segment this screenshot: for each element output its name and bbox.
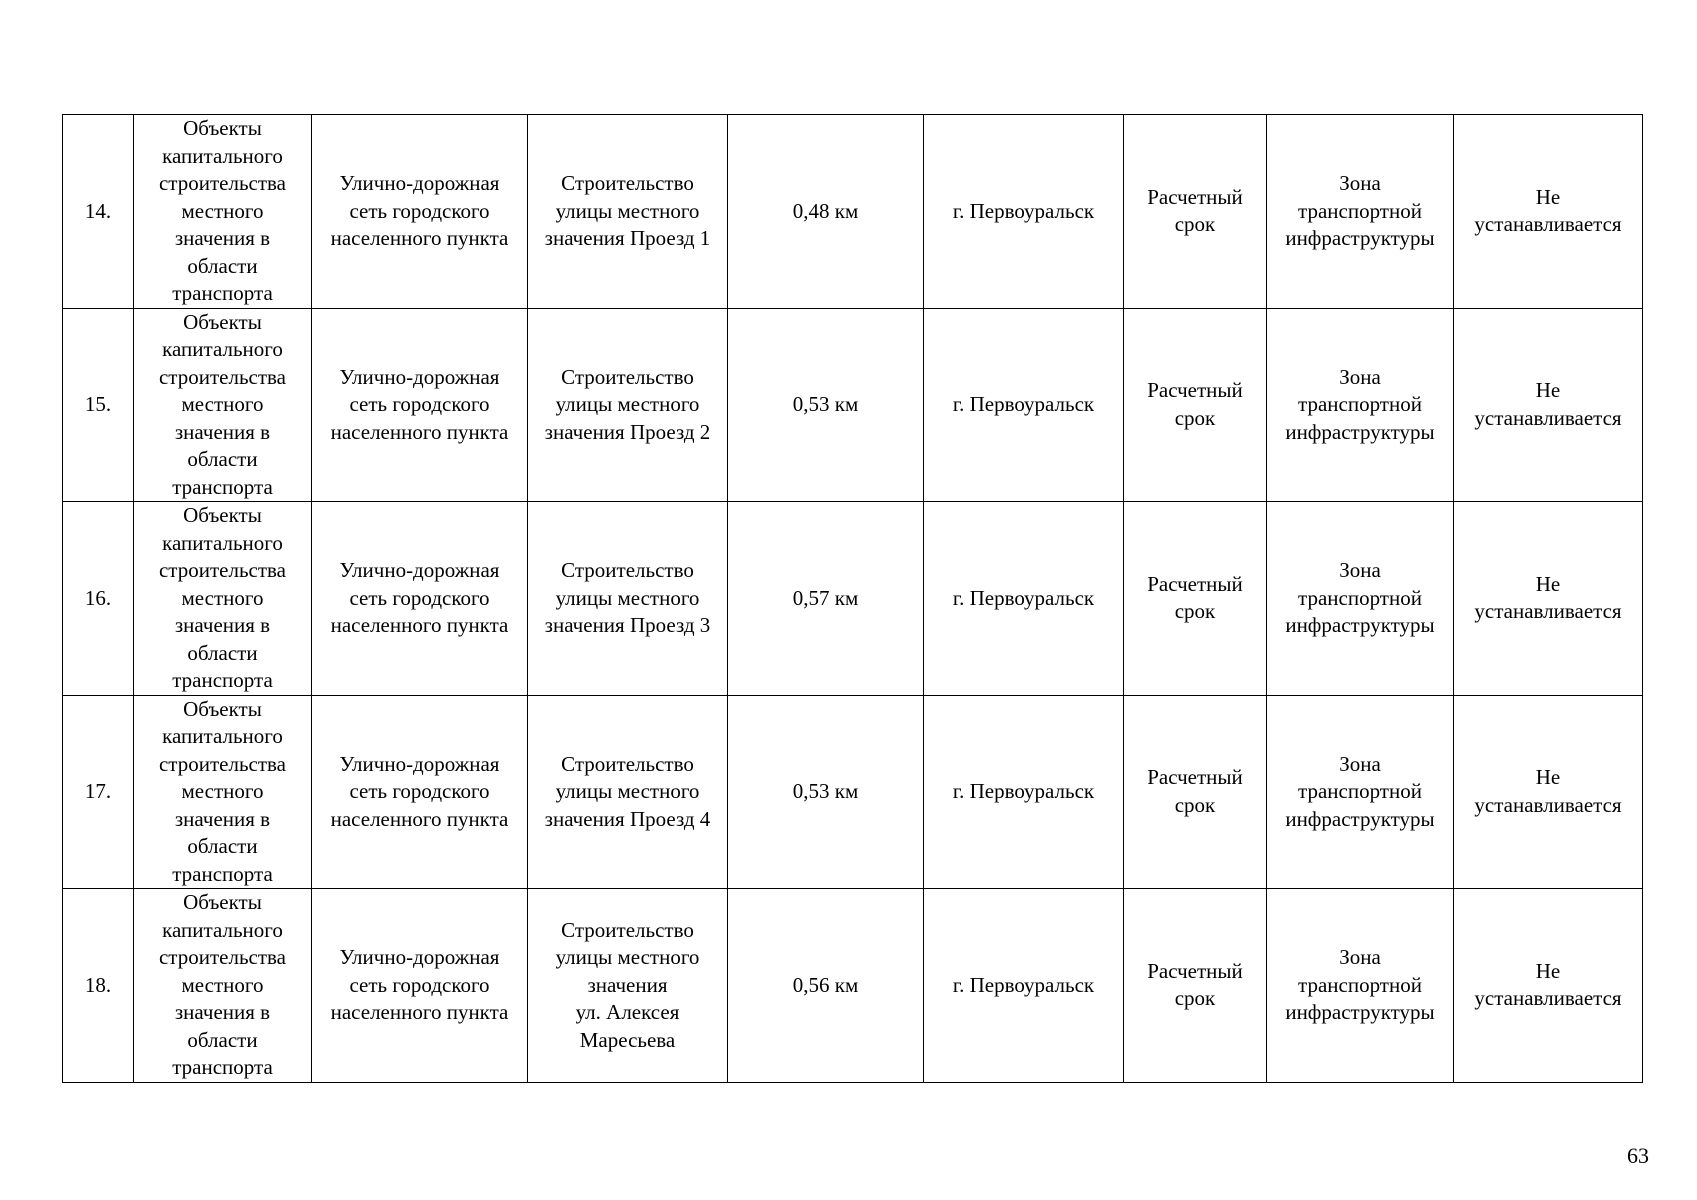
term-cell (1124, 889, 1267, 1083)
network-cell-text: Улично-дорожная сеть городского населенного пункта (330, 751, 509, 831)
network-cell-text: Улично-дорожная сеть городского населенного пункта (330, 558, 509, 637)
term-cell (1124, 502, 1267, 696)
object-name-cell (528, 695, 728, 889)
table-row (63, 115, 1643, 309)
object-name-cell (528, 502, 728, 696)
zone-cell (1267, 115, 1454, 309)
object-type-cell-text: Объекты капитального строительства местного значения в области транспорта (158, 696, 286, 886)
location-cell-text: г. Первоуральск (952, 779, 1095, 803)
zone-cell-text: Зона транспортной инфраструктуры (1285, 945, 1435, 1024)
object-type-cell (134, 115, 312, 309)
object-name-cell-text: Строительство улицы местного значения Проезд 4 (544, 751, 711, 831)
object-name-cell-text: Строительство улицы местного значения Проезд 2 (544, 364, 711, 444)
row-number-cell (63, 695, 134, 889)
term-cell (1124, 695, 1267, 889)
page-number: 63 (1627, 1143, 1649, 1168)
term-cell-text: Расчетный срок (1147, 184, 1243, 237)
location-cell-text: г. Первоуральск (952, 198, 1095, 223)
object-name-cell (528, 889, 728, 1083)
length-cell-text: 0,57 км (792, 585, 859, 610)
network-cell-text: Улично-дорожная сеть городского населенного пункта (330, 945, 509, 1024)
location-cell (924, 502, 1124, 696)
protection-zone-cell-text: Не устанавливается (1474, 184, 1622, 237)
location-cell-text: г. Первоуральск (952, 972, 1095, 997)
term-cell-text: Расчетный срок (1147, 958, 1243, 1011)
location-cell-text: г. Первоуральск (952, 585, 1095, 610)
length-cell-text: 0,48 км (792, 198, 859, 223)
location-cell (924, 889, 1124, 1083)
term-cell (1124, 308, 1267, 502)
network-cell (312, 695, 528, 889)
object-type-cell-text: Объекты капитального строительства местного значения в области транспорта (158, 309, 286, 499)
object-type-cell-text: Объекты капитального строительства местного значения в области транспорта (158, 890, 286, 1079)
row-number-cell (63, 115, 134, 309)
protection-zone-cell-text: Не устанавливается (1474, 958, 1622, 1011)
length-cell-text: 0,56 км (792, 972, 859, 997)
length-cell (728, 695, 924, 889)
location-cell (924, 695, 1124, 889)
object-name-cell-text: Строительство улицы местного значения Проезд 3 (544, 558, 711, 637)
length-cell-text: 0,53 км (792, 779, 859, 803)
zone-cell (1267, 695, 1454, 889)
protection-zone-cell (1454, 115, 1643, 309)
zone-cell (1267, 889, 1454, 1083)
object-type-cell (134, 502, 312, 696)
network-cell (312, 115, 528, 309)
network-cell (312, 889, 528, 1083)
protection-zone-cell (1454, 502, 1643, 696)
zone-cell (1267, 308, 1454, 502)
protection-zone-cell (1454, 308, 1643, 502)
length-cell (728, 308, 924, 502)
row-number-cell (63, 308, 134, 502)
protection-zone-cell-text: Не устанавливается (1474, 378, 1622, 430)
length-cell (728, 115, 924, 309)
location-cell (924, 115, 1124, 309)
protection-zone-cell-text: Не устанавливается (1474, 571, 1622, 624)
row-number-cell-text: 14. (84, 198, 112, 223)
table-row (63, 308, 1643, 502)
network-cell (312, 502, 528, 696)
table-row (63, 889, 1643, 1083)
zone-cell-text: Зона транспортной инфраструктуры (1285, 558, 1435, 637)
object-name-cell (528, 115, 728, 309)
term-cell (1124, 115, 1267, 309)
row-number-cell (63, 889, 134, 1083)
row-number-cell-text: 18. (84, 972, 112, 997)
network-cell (312, 308, 528, 502)
location-cell-text: г. Первоуральск (952, 392, 1095, 416)
table-body (63, 115, 1643, 1083)
protection-zone-cell (1454, 889, 1643, 1083)
object-name-cell-text: Строительство улицы местного значения Проезд 1 (544, 171, 711, 250)
object-name-cell (528, 308, 728, 502)
protection-zone-cell-text: Не устанавливается (1474, 765, 1622, 817)
term-cell-text: Расчетный срок (1147, 571, 1243, 624)
row-number-cell-text: 15. (84, 392, 112, 416)
location-cell (924, 308, 1124, 502)
zone-cell-text: Зона транспортной инфраструктуры (1285, 171, 1435, 250)
term-cell-text: Расчетный срок (1147, 378, 1243, 430)
object-type-cell (134, 308, 312, 502)
row-number-cell (63, 502, 134, 696)
table-row (63, 502, 1643, 696)
length-cell (728, 889, 924, 1083)
object-type-cell-text: Объекты капитального строительства местного значения в области транспорта (158, 116, 286, 305)
objects-table (62, 114, 1643, 1083)
term-cell-text: Расчетный срок (1147, 765, 1243, 817)
object-type-cell (134, 889, 312, 1083)
row-number-cell-text: 16. (84, 585, 112, 610)
length-cell-text: 0,53 км (792, 392, 859, 416)
row-number-cell-text: 17. (84, 779, 112, 803)
object-type-cell-text: Объекты капитального строительства местного значения в области транспорта (158, 503, 286, 692)
network-cell-text: Улично-дорожная сеть городского населенного пункта (330, 364, 509, 444)
zone-cell-text: Зона транспортной инфраструктуры (1285, 751, 1435, 831)
length-cell (728, 502, 924, 696)
zone-cell (1267, 502, 1454, 696)
table-row (63, 695, 1643, 889)
object-name-cell-text: Строительство улицы местного значения ул. Алексея Маресьева (555, 917, 700, 1052)
network-cell-text: Улично-дорожная сеть городского населенного пункта (330, 171, 509, 250)
protection-zone-cell (1454, 695, 1643, 889)
object-type-cell (134, 695, 312, 889)
zone-cell-text: Зона транспортной инфраструктуры (1285, 364, 1435, 444)
